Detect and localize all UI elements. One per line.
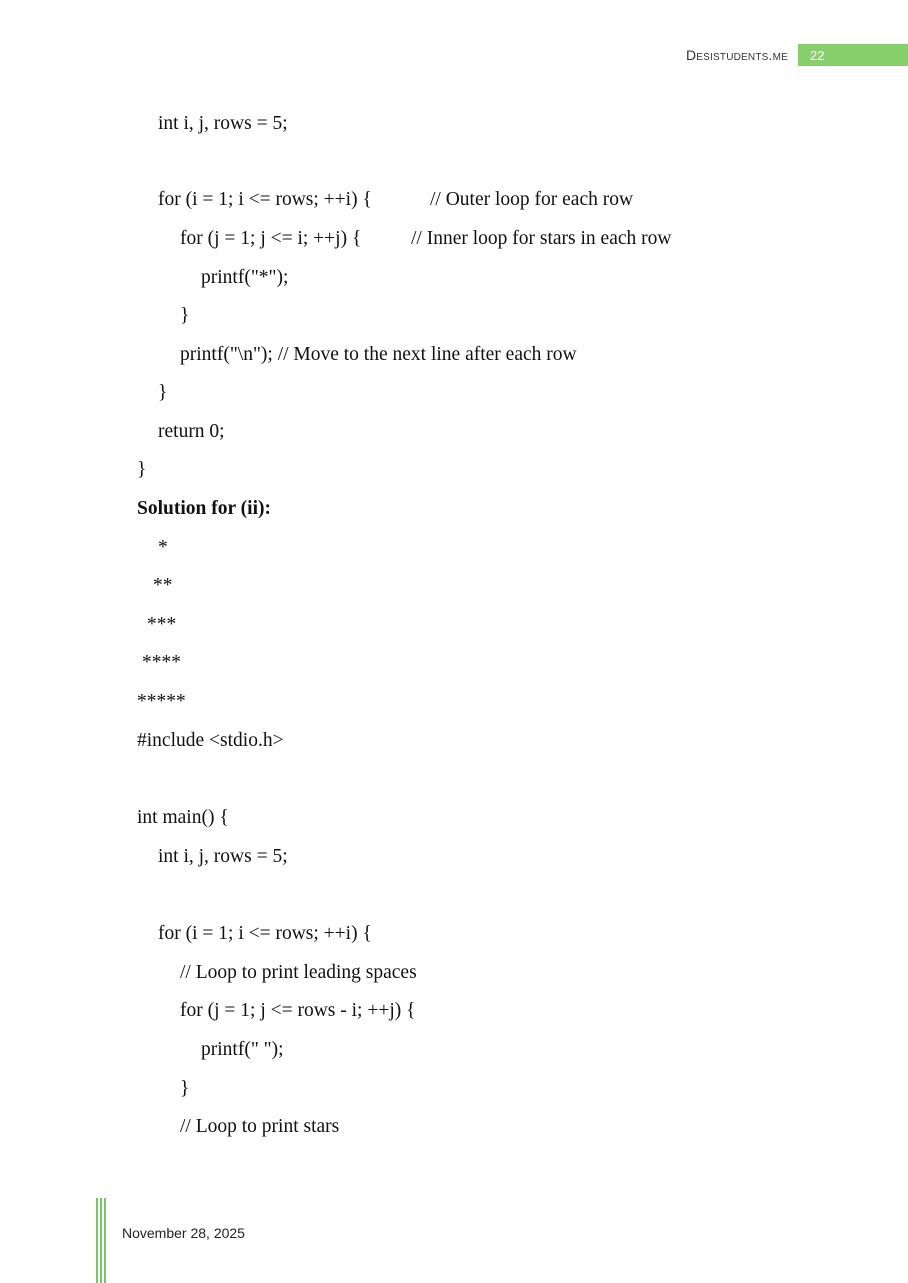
code-line: int main() { <box>137 807 229 828</box>
code-line: printf(" "); <box>201 1039 284 1060</box>
code-line: } <box>158 382 168 403</box>
pattern-row: **** <box>142 652 181 673</box>
pattern-row: ***** <box>137 691 186 712</box>
pattern-row: *** <box>147 614 177 635</box>
footer-date: November 28, 2025 <box>122 1225 245 1241</box>
pattern-row: * <box>158 537 168 558</box>
code-line: } <box>180 1078 190 1099</box>
code-comment: // Outer loop for each row <box>430 189 634 210</box>
code-line: } <box>137 459 147 480</box>
code-line: } <box>180 305 190 326</box>
code-line: for (j = 1; j <= i; ++j) { <box>180 228 362 249</box>
code-comment: // Loop to print leading spaces <box>180 962 417 983</box>
code-line: return 0; <box>158 421 225 442</box>
page-number: 22 <box>798 44 908 66</box>
code-line: int i, j, rows = 5; <box>158 846 288 867</box>
code-comment: // Inner loop for stars in each row <box>411 228 672 249</box>
code-line: for (j = 1; j <= rows - i; ++j) { <box>180 1000 416 1021</box>
pattern-row: ** <box>153 575 173 596</box>
code-line: printf("*"); <box>201 267 289 288</box>
section-heading: Solution for (ii): <box>137 498 271 519</box>
code-line: int i, j, rows = 5; <box>158 113 288 134</box>
footer-bars <box>96 1198 110 1283</box>
code-line: for (i = 1; i <= rows; ++i) { <box>158 189 372 210</box>
code-line: #include <stdio.h> <box>137 730 284 751</box>
code-comment: // Loop to print stars <box>180 1116 340 1137</box>
code-line: printf("\n"); // Move to the next line after each row <box>180 344 577 365</box>
code-line: for (i = 1; i <= rows; ++i) { <box>158 923 372 944</box>
site-name: Desistudents.me <box>685 47 788 63</box>
page-header <box>686 44 908 66</box>
